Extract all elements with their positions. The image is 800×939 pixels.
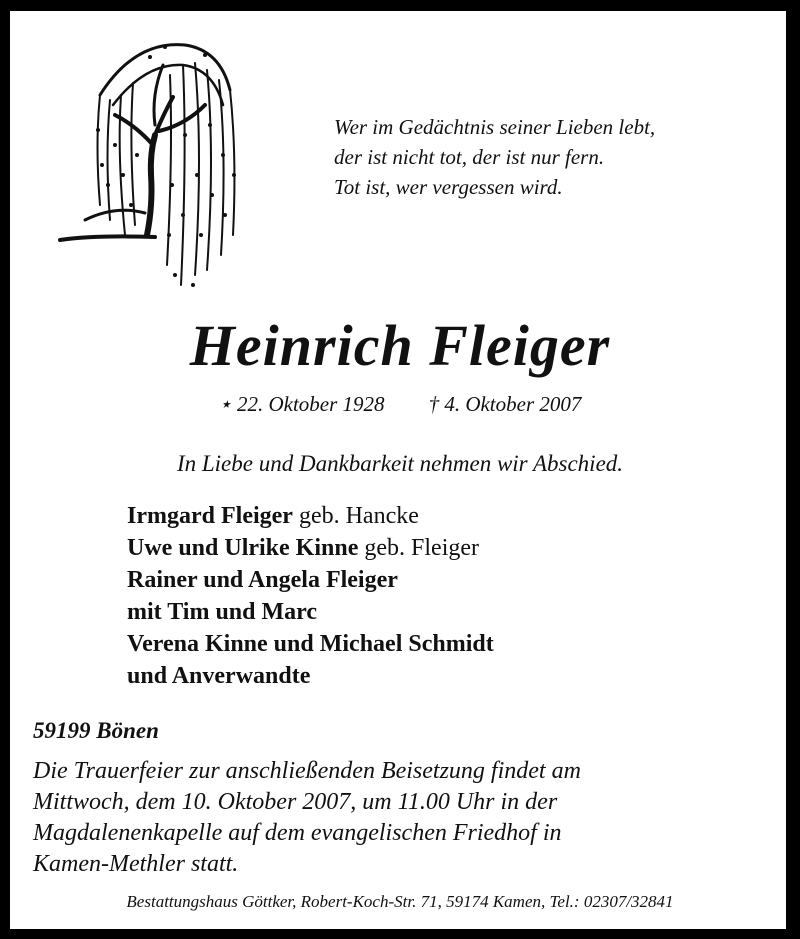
death-date: † 4. Oktober 2007 xyxy=(428,392,582,416)
mourner-entry: mit Tim und Marc xyxy=(127,599,318,625)
service-line: Kamen-Methler statt. xyxy=(33,851,239,877)
service-line: Die Trauerfeier zur anschließenden Beisetzung findet am xyxy=(33,758,581,784)
funeral-home-footer: Bestattungshaus Göttker, Robert-Koch-Str. 71, 59174 Kamen, Tel.: 02307/32841 xyxy=(126,892,674,911)
motto-line: Wer im Gedächtnis seiner Lieben lebt, xyxy=(334,115,656,139)
motto-line: der ist nicht tot, der ist nur fern. xyxy=(334,145,605,169)
mourner-entry: Irmgard Fleiger geb. Hancke xyxy=(127,503,419,529)
life-dates xyxy=(0,392,800,417)
mourner-entry: Rainer und Angela Fleiger xyxy=(127,567,398,593)
mourner-entry: und Anverwandte xyxy=(127,663,311,689)
farewell-text: In Liebe und Dankbarkeit nehmen wir Abschied. xyxy=(176,451,624,476)
deceased-name: Heinrich Fleiger xyxy=(189,313,611,378)
service-details xyxy=(33,756,581,880)
weeping-willow-icon xyxy=(55,35,255,300)
mourner-entry: Uwe und Ulrike Kinne geb. Fleiger xyxy=(127,535,480,561)
service-line: Magdalenenkapelle auf dem evangelischen Friedhof in xyxy=(33,820,562,846)
place: 59199 Bönen xyxy=(33,718,159,743)
mourners-list xyxy=(127,500,494,692)
motto xyxy=(334,112,655,202)
birth-date: ⋆ 22. Oktober 1928 xyxy=(218,392,385,416)
mourner-entry: Verena Kinne und Michael Schmidt xyxy=(127,631,494,657)
service-line: Mittwoch, dem 10. Oktober 2007, um 11.00 Uhr in der xyxy=(33,789,558,815)
motto-line: Tot ist, wer vergessen wird. xyxy=(334,175,563,199)
